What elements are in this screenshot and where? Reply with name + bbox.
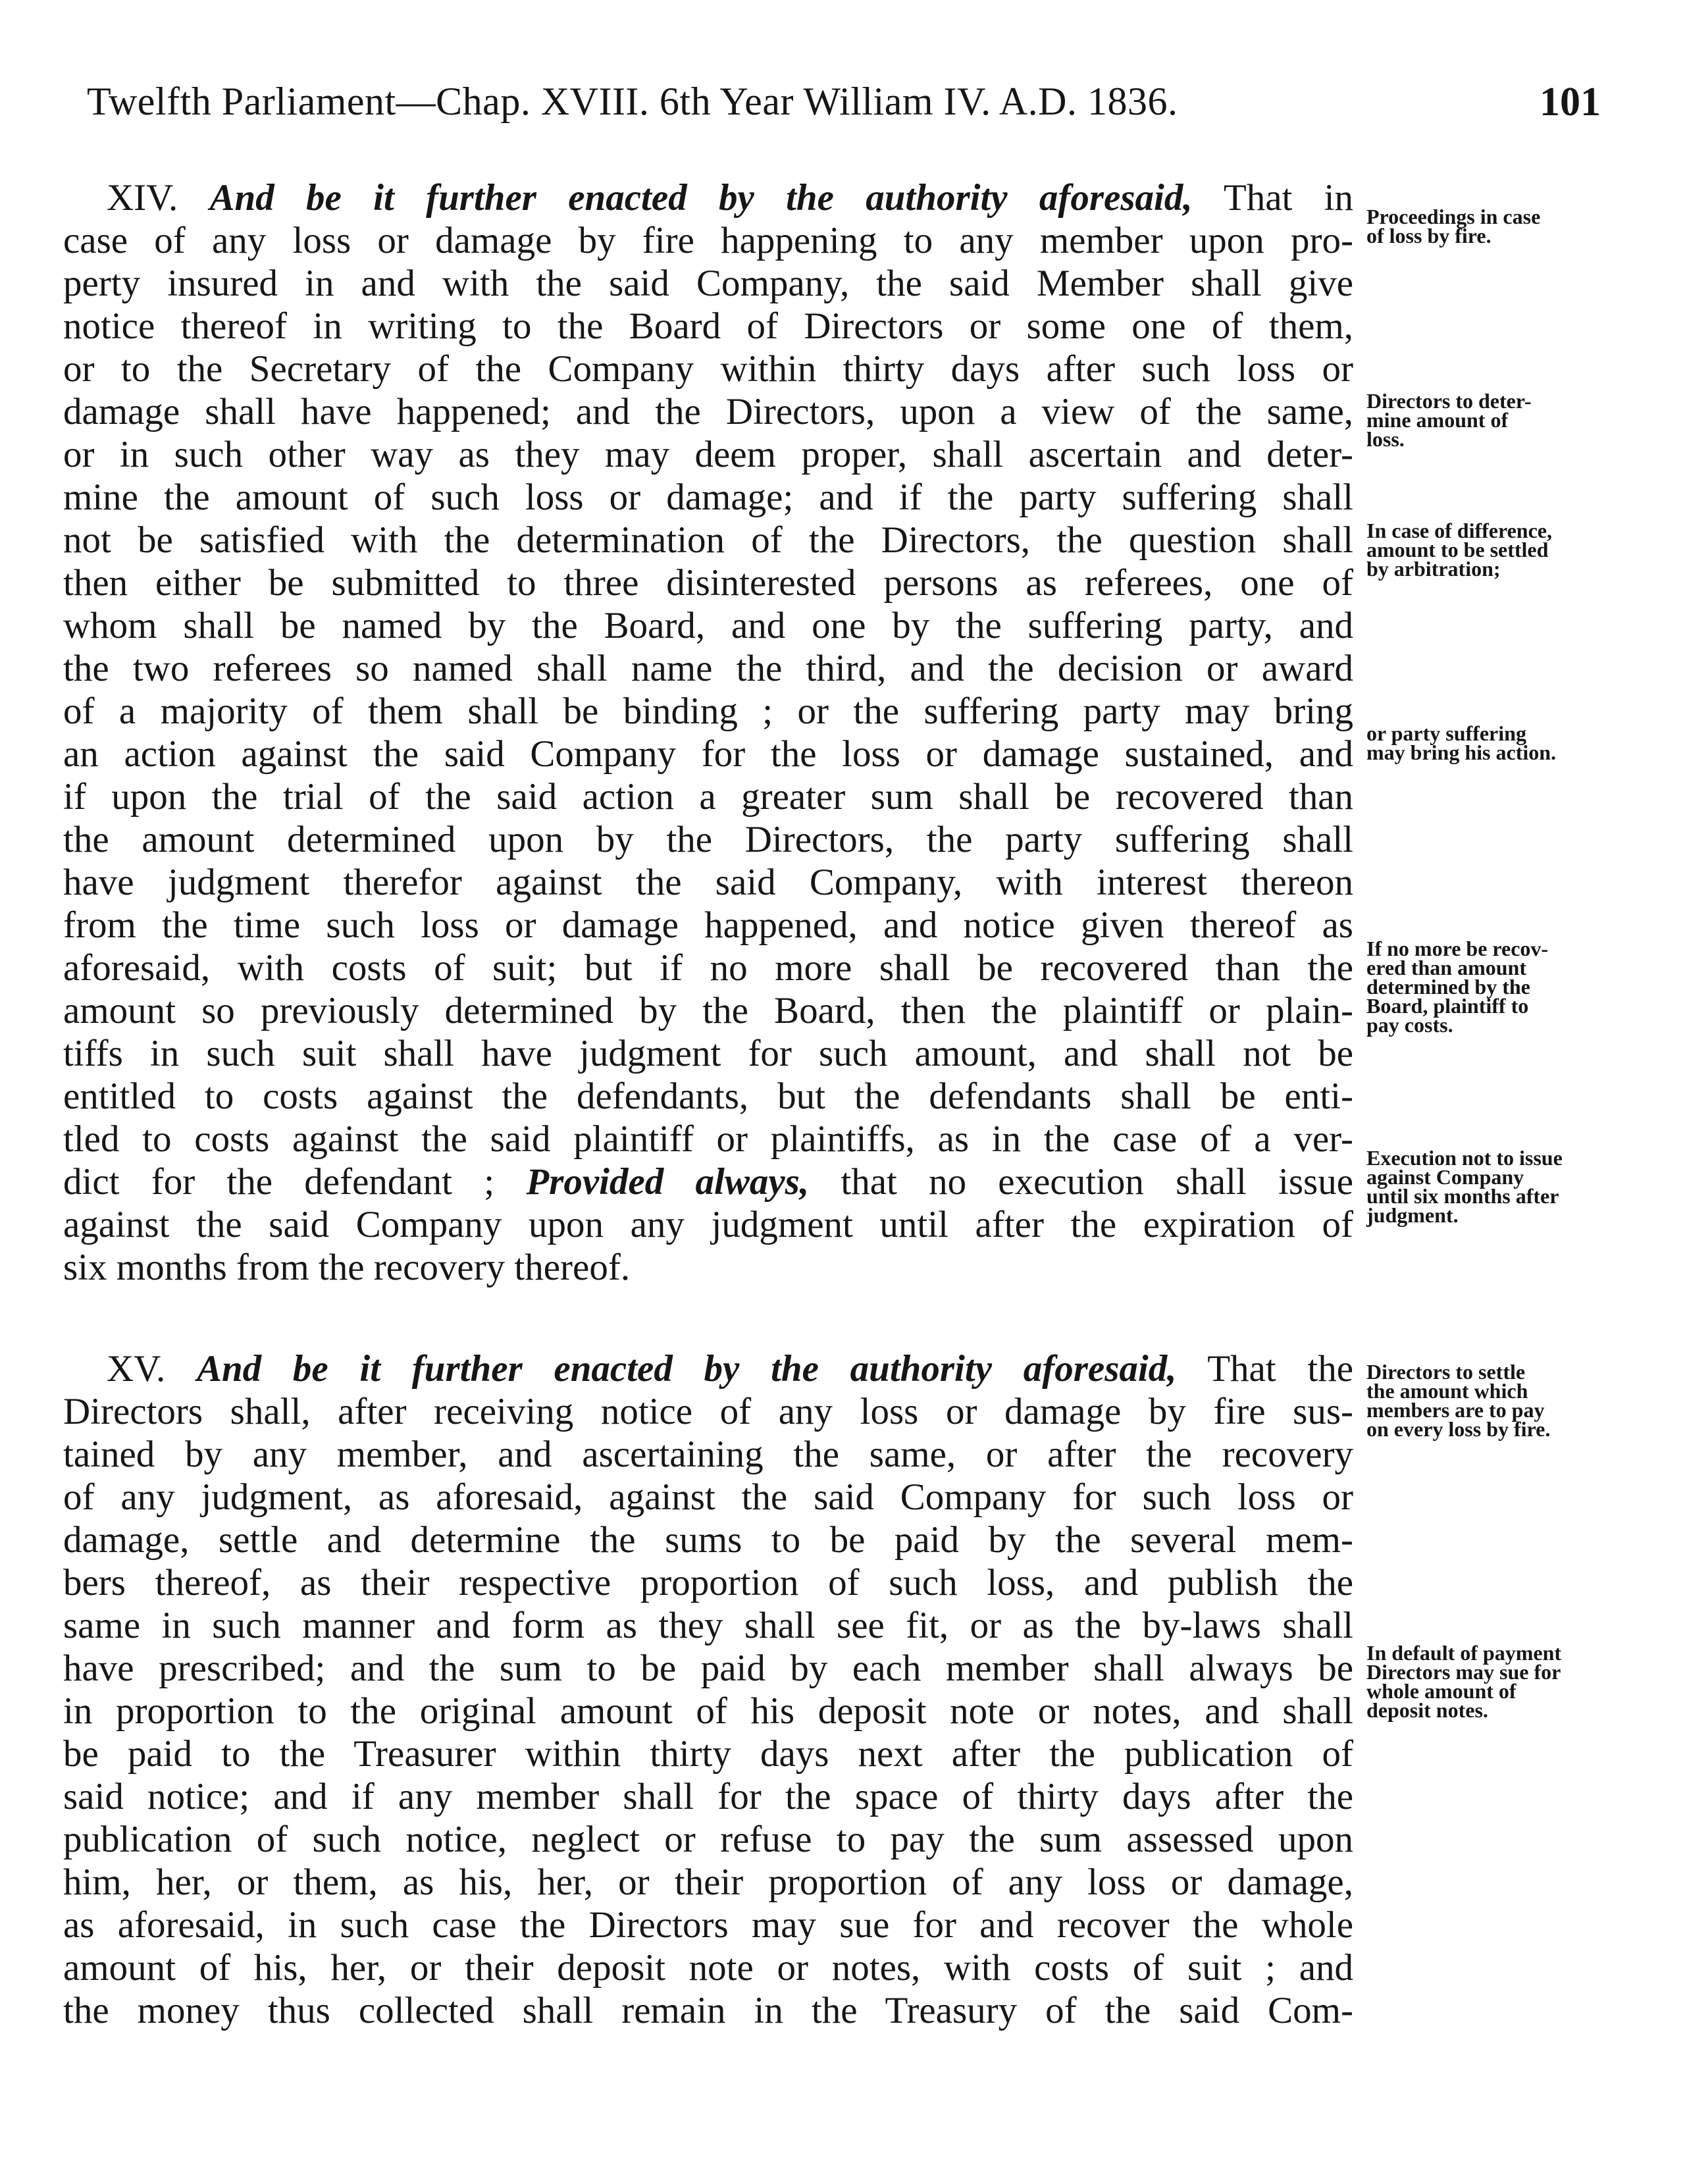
marginal-note: In case of difference, amount to be settled by arbitration; <box>1366 519 1552 581</box>
text-line: Directors shall, after receiving notice of any loss or damage by fire sus- <box>63 1391 1353 1432</box>
text-line: have judgment therefor against the said Company, with interest thereon <box>63 862 1353 903</box>
text-line: have prescribed; and the sum to be paid by each member shall always be <box>63 1648 1353 1689</box>
section-xv <box>63 1347 1353 2032</box>
text-line: of any judgment, as aforesaid, against the said Company for such loss or <box>63 1476 1353 1518</box>
text-line: or to the Secretary of the Company within thirty days after such loss or <box>63 348 1353 390</box>
text-line: the amount determined upon by the Directors, the party suffering shall <box>63 819 1353 860</box>
enacting-formula: And be it further enacted by the authority aforesaid, <box>196 1348 1177 1390</box>
enacting-formula: And be it further enacted by the authority aforesaid, <box>209 177 1193 219</box>
text-line: perty insured in and with the said Company, the said Member shall give <box>63 263 1353 304</box>
text-line: said notice; and if any member shall for the space of thirty days after the <box>63 1776 1353 1817</box>
section-opening-line <box>63 1347 1353 1390</box>
section-numeral: XV. <box>107 1348 166 1390</box>
text-line: amount so previously determined by the Board, then the plaintiff or plain- <box>63 990 1353 1031</box>
running-header <box>87 79 1601 145</box>
text-line: as aforesaid, in such case the Directors may sue for and recover the whole <box>63 1904 1353 1946</box>
text-line: the two referees so named shall name the third, and the decision or award <box>63 648 1353 689</box>
marginal-note: If no more be recov- ered than amount determined by the Board, plaintiff to pay costs. <box>1366 937 1549 1037</box>
text-line: publication of such notice, neglect or refuse to pay the sum assessed upon <box>63 1819 1353 1860</box>
text-line: damage shall have happened; and the Directors, upon a view of the same, <box>63 391 1353 432</box>
text-line: case of any loss or damage by fire happening to any member upon pro- <box>63 220 1353 261</box>
header-title: Twelfth Parliament—Chap. XVIII. 6th Year William IV. A.D. 1836. <box>87 80 1178 123</box>
text-line: an action against the said Company for the loss or damage sustained, and <box>63 733 1353 775</box>
text-line: six months from the recovery thereof. <box>63 1247 631 1288</box>
text-line: be paid to the Treasurer within thirty days next after the publication of <box>63 1733 1353 1775</box>
text-line: in proportion to the original amount of his deposit note or notes, and shall <box>63 1690 1353 1732</box>
section-xiv <box>63 176 1353 1289</box>
text-line: bers thereof, as their respective proportion of such loss, and publish the <box>63 1562 1353 1603</box>
text-line: That in <box>1223 177 1353 219</box>
text-line: tled to costs against the said plaintiff or plaintiffs, as in the case of a ver- <box>63 1118 1353 1160</box>
text-line: notice thereof in writing to the Board of Directors or some one of them, <box>63 305 1353 347</box>
text-line: of a majority of them shall be binding ; or the suffering party may bring <box>63 690 1353 732</box>
text-line: him, her, or them, as his, her, or their proportion of any loss or damage, <box>63 1861 1353 1903</box>
text-line: tained by any member, and ascertaining the same, or after the recovery <box>63 1434 1353 1475</box>
marginal-note: Directors to settle the amount which members are to pay on every loss by fire. <box>1366 1360 1551 1441</box>
text-line: same in such manner and form as they shall see fit, or as the by-laws shall <box>63 1605 1353 1646</box>
text-line: mine the amount of such loss or damage; and if the party suffering shall <box>63 477 1353 518</box>
text-line: tiffs in such suit shall have judgment for such amount, and shall not be <box>63 1033 1353 1074</box>
text-line: entitled to costs against the defendants, but the defendants shall be enti- <box>63 1076 1353 1117</box>
page-number: 101 <box>1540 80 1601 124</box>
text-line: whom shall be named by the Board, and one by the suffering party, and <box>63 605 1353 646</box>
text-line: amount of his, her, or their deposit note or notes, with costs of suit ; and <box>63 1947 1353 1989</box>
marginal-note: or party suffering may bring his action. <box>1366 721 1557 764</box>
text-line: from the time such loss or damage happened, and notice given thereof as <box>63 904 1353 946</box>
marginal-note: Proceedings in case of loss by fire. <box>1366 205 1541 247</box>
section-opening-line <box>63 176 1353 219</box>
text-line: not be satisfied with the determination of the Directors, the question shall <box>63 519 1353 561</box>
proviso-line <box>63 1160 1353 1203</box>
text-line: that no execution shall issue <box>841 1161 1354 1203</box>
text-line: aforesaid, with costs of suit; but if no more shall be recovered than the <box>63 947 1353 989</box>
text-line: or in such other way as they may deem proper, shall ascertain and deter- <box>63 434 1353 475</box>
proviso: Provided always, <box>526 1161 810 1203</box>
text-line: the money thus collected shall remain in the Treasury of the said Com- <box>63 1990 1353 2031</box>
text-line: against the said Company upon any judgment until after the expiration of <box>63 1204 1353 1245</box>
section-numeral: XIV. <box>107 177 178 219</box>
text-line: damage, settle and determine the sums to be paid by the several mem- <box>63 1519 1353 1561</box>
text-line: then either be submitted to three disinterested persons as referees, one of <box>63 562 1353 604</box>
text-line: That the <box>1207 1348 1353 1390</box>
text-line: if upon the trial of the said action a greater sum shall be recovered than <box>63 776 1353 818</box>
marginal-note: In default of payment Directors may sue for whole amount of deposit notes. <box>1366 1641 1562 1722</box>
marginal-note: Execution not to issue against Company until six months after judgment. <box>1366 1146 1563 1227</box>
text-line: dict for the defendant ; <box>63 1161 495 1203</box>
marginal-note: Directors to deter- mine amount of loss. <box>1366 389 1532 451</box>
